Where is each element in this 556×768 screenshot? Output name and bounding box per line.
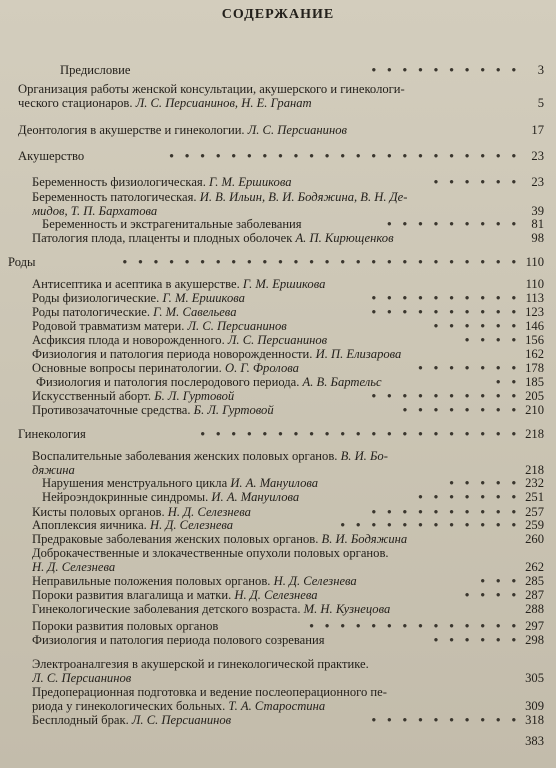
- toc-entry-page: 3: [537, 63, 544, 77]
- toc-entry-author: М. Н. Кузнецова: [303, 603, 391, 616]
- toc-entry-title: Предоперационная подготовка и ведение послеоперационного пе-: [32, 686, 387, 699]
- toc-entry-text: [32, 464, 520, 478]
- toc-entry-page: 146: [525, 319, 544, 333]
- toc-entry-page: 23: [531, 175, 544, 189]
- toc-entry-text: [32, 191, 520, 205]
- toc-entry-page: 5: [537, 95, 544, 110]
- toc-entry-author: Н. Д. Селезнева: [32, 560, 116, 574]
- toc-entry-title: Роды патологические.: [32, 306, 154, 319]
- toc-entry-author: Г. М. Ершикова: [242, 278, 326, 291]
- toc-entry-title: Гинекология: [18, 428, 86, 441]
- toc-entry-title: Патология плода, плаценты и плодных оболочек: [32, 232, 296, 245]
- toc-entry-author: Н. Д. Селезнева: [167, 506, 251, 519]
- toc-entry-page: 113: [525, 291, 544, 305]
- toc-entry-title: Асфиксия плода и новорожденного.: [32, 334, 228, 347]
- toc-entry-title: риода у гинекологических больных.: [32, 699, 229, 713]
- toc-entry-page: 156: [525, 333, 544, 347]
- toc-entry-author: Л. С. Персианинов, Н. Е. Гранат: [135, 96, 312, 110]
- toc-entry-page: 262: [525, 559, 544, 574]
- toc-entry-text: [36, 376, 520, 390]
- toc-entry-text: [32, 672, 520, 686]
- toc-entry-page: 232: [525, 476, 544, 490]
- toc-entry-text: [32, 205, 520, 219]
- toc-entry-title: Родовой травматизм матери.: [32, 320, 188, 333]
- page-title: СОДЕРЖАНИЕ: [221, 7, 335, 22]
- toc-entry-author: Г. М. Ершикова: [162, 292, 245, 305]
- toc-entry-page: 305: [525, 670, 544, 685]
- leader-dots: • • • • • • •: [418, 361, 520, 375]
- toc-entry-text: [18, 97, 520, 111]
- leader-dots: • • •: [480, 574, 520, 588]
- toc-entry-author: Л. С. Персианинов: [227, 334, 328, 347]
- toc-entry-author: Л. С. Персианинов: [32, 671, 132, 685]
- toc-entry-text: [32, 589, 520, 603]
- toc-entry-page: 110: [525, 255, 544, 269]
- toc-entry-page: 39: [531, 203, 544, 218]
- toc-entry-author: И. П. Елизарова: [315, 348, 402, 361]
- leader-dots: • • • •: [464, 588, 520, 602]
- toc-entry-text: [32, 533, 520, 547]
- toc-entry-title: Основные вопросы перинатологии.: [32, 362, 225, 375]
- leader-dots: • • • • • •: [433, 319, 520, 333]
- toc-entry-title: Пороки развития половых органов: [32, 620, 219, 633]
- toc-entry-page: 81: [531, 217, 544, 231]
- toc-entry-author: В. И. Бо-: [340, 450, 388, 463]
- toc-entry-page: 259: [525, 518, 544, 532]
- toc-entry-page: 185: [525, 375, 544, 389]
- toc-entry-author: Н. Д. Селезнева: [149, 519, 234, 532]
- toc-entry-author: И. А. Мануилова: [230, 477, 319, 490]
- toc-entry-title: Гинекологические заболевания детского возраста.: [32, 603, 304, 616]
- toc-entry-author: Л. С. Персианинов: [131, 714, 232, 727]
- toc-entry-title: Нарушения менструального цикла: [42, 477, 231, 490]
- toc-entry-page: 110: [525, 277, 544, 291]
- toc-entry-author: О. Г. Фролова: [224, 362, 299, 375]
- toc-entry-page: 205: [525, 389, 544, 403]
- toc-entry-text: [32, 658, 520, 672]
- toc-entry-page: 162: [525, 347, 544, 361]
- toc-entry-title: Доброкачественные и злокачественные опухоли половых органов.: [32, 547, 389, 560]
- leader-dots: • • • • • • • • • •: [371, 389, 520, 403]
- toc-entry-title: Предраковые заболевания женских половых органов.: [32, 533, 322, 546]
- toc-entry-author: А. В. Бартельс: [302, 376, 382, 389]
- leader-dots: • • • • • • • • •: [387, 217, 520, 231]
- toc-entry-title: Электроаналгезия в акушерской и гинекологической практике.: [32, 658, 369, 671]
- toc-entry-page: 23: [531, 149, 544, 163]
- leader-dots: • •: [496, 375, 520, 389]
- toc-entry-text: [32, 232, 520, 246]
- toc-entry-author: Л. С. Персианинов: [187, 320, 287, 333]
- toc-entry-page: 318: [525, 713, 544, 727]
- toc-entry-title: Беременность физиологическая.: [32, 176, 210, 189]
- toc-entry-title: Воспалительные заболевания женских половых органов.: [32, 450, 341, 463]
- toc-entry-title: Роды: [8, 256, 36, 269]
- toc-entry-page: 218: [525, 462, 544, 477]
- leader-dots: • • • • • • • •: [402, 403, 520, 417]
- toc-entry-page: 178: [525, 361, 544, 375]
- toc-entry-page: 251: [525, 490, 544, 504]
- leader-dots: • • • • • •: [433, 175, 520, 189]
- toc-entry-title: Деонтология в акушерстве и гинекологии.: [18, 124, 248, 137]
- toc-entry-author: дяжина: [32, 463, 75, 477]
- toc-entry-title: Противозачаточные средства.: [32, 404, 194, 417]
- toc-entry-text: [32, 547, 520, 561]
- toc-entry-page: 210: [525, 403, 544, 417]
- toc-entry-text: [32, 686, 520, 700]
- toc-entry-page: 287: [525, 588, 544, 602]
- leader-dots: • • • • • • • • • • • • • • • • • • • • • • • • • •: [122, 255, 520, 269]
- toc-entry-page: 297: [525, 619, 544, 633]
- toc-entry-title: Кисты половых органов.: [32, 506, 168, 519]
- toc-entry-text: [42, 477, 520, 491]
- leader-dots: • • • • • • • • • • • • • • • • • • • • • • •: [169, 149, 520, 163]
- toc-entry-page: 288: [525, 602, 544, 616]
- toc-entry-title: Беременность и экстрагенитальные заболевания: [42, 218, 302, 231]
- toc-entry-title: Нейроэндокринные синдромы.: [42, 491, 212, 504]
- toc-entry-text: [18, 83, 520, 97]
- toc-entry-author: И. А. Мануилова: [211, 491, 300, 504]
- toc-entry-title: Неправильные положения половых органов.: [32, 575, 274, 588]
- toc-entry-author: И. В. Ильин, В. И. Бодяжина, В. Н. Де-: [199, 191, 408, 204]
- leader-dots: • • • • • • • • • •: [371, 63, 520, 77]
- leader-dots: • • • • • • • • • •: [371, 713, 520, 727]
- leader-dots: • • • • • • • • • • • • • • • • • • • • •: [200, 427, 520, 441]
- toc-entry-page: 218: [525, 427, 544, 441]
- toc-entry-title: Предисловие: [60, 64, 131, 77]
- toc-entry-author: Л. С. Персианинов: [247, 124, 347, 137]
- toc-entry-page: 17: [531, 123, 544, 137]
- toc-entry-title: Физиология и патология периода новорожденности.: [32, 348, 316, 361]
- leader-dots: • • • • • • • • • •: [371, 291, 520, 305]
- toc-entry-page: 98: [531, 231, 544, 245]
- leader-dots: • • • • • •: [433, 633, 520, 647]
- leader-dots: • • • • •: [449, 476, 520, 490]
- toc-entry-author: Б. Л. Гуртовой: [154, 390, 235, 403]
- leader-dots: • • • • • • • • • •: [371, 305, 520, 319]
- toc-entry-title: Физиология и патология послеродового периода.: [36, 376, 303, 389]
- toc-entry-author: Б. Л. Гуртовой: [193, 404, 274, 417]
- toc-entry-text: [32, 450, 520, 464]
- toc-entry-page: 285: [525, 574, 544, 588]
- toc-entry-title: Акушерство: [18, 150, 85, 163]
- toc-entry-title: Апоплексия яичника.: [32, 519, 150, 532]
- toc-entry-text: [32, 278, 520, 292]
- toc-entry-title: Беременность патологическая.: [32, 191, 200, 204]
- toc-entry-title: Роды физиологические.: [32, 292, 163, 305]
- toc-entry-page: 123: [525, 305, 544, 319]
- toc-entry-page: 260: [525, 532, 544, 546]
- toc-entry-page: 257: [525, 505, 544, 519]
- toc-entry-title: ческого стационаров.: [18, 96, 136, 110]
- toc-entry-text: [32, 334, 520, 348]
- page-number: 383: [525, 734, 544, 748]
- toc-entry-page: 298: [525, 633, 544, 647]
- leader-dots: • • • • • • • • • • • • • •: [309, 619, 520, 633]
- toc-entry-author: Н. Д. Селезнева: [273, 575, 357, 588]
- toc-entry-text: [32, 575, 520, 589]
- toc-entry-text: [32, 700, 520, 714]
- leader-dots: • • • • • • • • • •: [371, 505, 520, 519]
- toc-entry-title: Физиология и патология периода полового созревания: [32, 634, 325, 647]
- toc-entry-author: А. П. Кирющенков: [295, 232, 394, 245]
- toc-entry-author: Г. М. Савельева: [153, 306, 237, 319]
- toc-entry-author: В. И. Бодяжина: [321, 533, 408, 546]
- toc-entry-text: [32, 561, 520, 575]
- toc-entry-title: Бесплодный брак.: [32, 714, 132, 727]
- leader-dots: • • • • • • • • • • • •: [340, 518, 520, 532]
- toc-entry-author: Н. Д. Селезнева: [234, 589, 318, 602]
- toc-entry-text: [32, 603, 520, 617]
- toc-entry-title: Антисептика и асептика в акушерстве.: [32, 278, 243, 291]
- toc-entry-title: Искусственный аборт.: [32, 390, 155, 403]
- toc-entry-author: Т. А. Старостина: [228, 699, 326, 713]
- toc-entry-author: Г. М. Ершикова: [209, 176, 292, 189]
- leader-dots: • • • • • • •: [418, 490, 520, 504]
- leader-dots: • • • •: [464, 333, 520, 347]
- toc-entry-page: 309: [525, 698, 544, 713]
- toc-entry-text: [18, 124, 520, 138]
- toc-entry-title: Организация работы женской консультации, акушерского и гинекологи-: [18, 83, 405, 96]
- toc-entry-title: Пороки развития влагалища и матки.: [32, 589, 235, 602]
- toc-entry-author: мидов, Т. П. Бархатова: [32, 204, 158, 218]
- toc-entry-text: [32, 348, 520, 362]
